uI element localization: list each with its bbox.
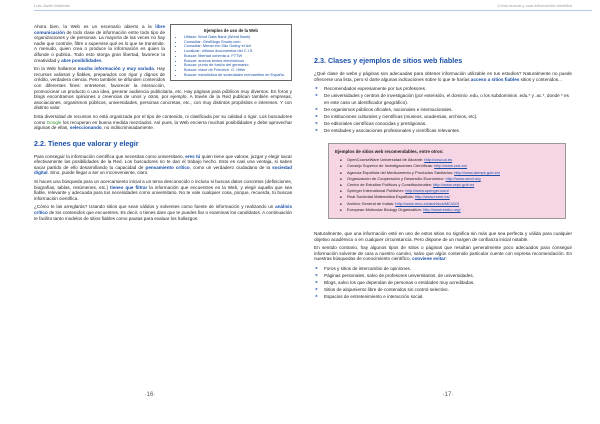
reliable-sites-list xyxy=(314,85,572,134)
list-item: ■ OpenCourseWare Universidad de Alicante: http://ocw.ua.es xyxy=(347,157,559,163)
list-item: ■ Consejo Superior de Investigaciones Científicas: http://www.csic.es/ xyxy=(347,163,559,169)
recommended-sites-list xyxy=(335,157,559,213)
section-title: 2.3. Clases y ejemplos de sitios web fiables xyxy=(314,56,463,65)
list-item: ► Espacios de entretenimiento e interacción social. xyxy=(324,293,572,300)
recommended-sites-title: Ejemplos de sitios web recomendables, entre otros: xyxy=(335,149,444,155)
site-link[interactable]: http://www.embo.org/ xyxy=(423,206,461,212)
top-spacer xyxy=(314,0,572,48)
list-item: ► De entidades y asociaciones profesionales y científicas relevantes. xyxy=(324,127,572,134)
web-uses-item: • Buscar: punto de fusión del germanio. xyxy=(184,63,287,68)
highlight: acceso a sitios fiables xyxy=(470,76,520,82)
highlight: tienes que filtrar xyxy=(110,184,148,190)
running-header-right: Cómo buscar y usar información científica xyxy=(497,3,572,8)
highlight: eres tú xyxy=(185,153,201,159)
list-item: ► De instituciones culturales y científicas (museos, academias, archivos, etc). xyxy=(324,113,572,120)
page-number-right: · 17 · xyxy=(438,392,458,398)
list-item: ■ European Molecular Biology Organization: http://www.embo.org/ xyxy=(347,207,559,213)
paragraph: En sentido contrario, hay algunos tipos de sitios o páginas que resultan generalmente poco adecuados para conseguir información solvente de cara a nuestro camino, salvo que algún contenido particular cuente con expresa recomendación. En nuestras búsquedas de conocimiento científico, conviene evitar: xyxy=(314,245,572,262)
paragraph: ¿Qué clase de webs y páginas son adecuadas para obtener información utilizable en tus estudios? Naturalmente no puede ofrecerse una lista, pero sí darte algunas indicaciones sobre lo que te harías acceso a sitios fiables sitios y contenidos... xyxy=(314,71,572,82)
page-number-left: · 16 · xyxy=(140,392,160,398)
list-item: ■ Real Sociedad Matemática Española: http://www.rsme.es/ xyxy=(347,194,559,200)
list-item: ■ Organización de Cooperación y Desarrollo Económico: http://www.oecd.org xyxy=(347,176,559,182)
paragraph: Para conseguir la información científica que necesitas como universitario, eres tú quien tiene que valorar, juzgar y elegir sacar efectivamente las posibilidades de la Red. Los buscadores no te dan el trabajo hecho. Esto es casi una ventaja, si sabes sacar partido de ello desarrollando tu capacidad de pensamiento crítico, como un verdadero ciudadano de la sociedad digital. Sino, puede llegar a ser un inconveniente, claro. xyxy=(34,153,292,176)
avoid-sites-list xyxy=(314,265,572,300)
running-header-left: Luis Javier Martínez xyxy=(34,3,70,8)
site-link[interactable]: http://www.oecd.org xyxy=(445,175,481,181)
highlight: análisis crítico xyxy=(34,204,292,216)
header-rule-right xyxy=(314,10,572,11)
highlight: sociedad digital xyxy=(34,164,292,176)
paragraph: ¿Cómo te las arreglarás? Usando sitios que sean válidos y solventes como fuente de información y realizando un análisis crítico de los contenidos que encuentres. Es decir, o tienes dare que te puedes fiar o examinas los candidatos. A continuación te facilito tanto modelos de sitios fiables como pautas para evaluar los hallazgos. xyxy=(34,204,292,221)
web-uses-box-title: Ejemplos de uso de la Web xyxy=(204,28,258,33)
section-title: 2.2. Tienes que valorar y elegir xyxy=(34,138,139,148)
list-item: ■ Centro de Estudios Políticos y Constitucionales: http://www.cepc.gob.es xyxy=(347,182,559,188)
highlight: conviene evitar xyxy=(412,256,446,262)
highlight: libre comunicación xyxy=(34,24,165,35)
web-uses-box xyxy=(170,24,292,81)
top-spacer xyxy=(34,0,292,24)
web-uses-item: • Consultar: Moran em São Galloy et Axl xyxy=(184,44,287,49)
list-item: ► Sitios de alojamiento libre de contenidos sin control selectivo. xyxy=(324,286,572,293)
list-item: ■ Agencia Española del Medicamento y Productos Sanitarios: http://www.aemps.gob.es/ xyxy=(347,170,559,176)
web-uses-item: • Utilizar: Word Data Bank (World Bank) xyxy=(184,35,287,40)
web-uses-list xyxy=(175,35,287,77)
recommended-sites-box xyxy=(328,143,566,219)
web-uses-item: • Localizar: últimos documentos del C.I.S. xyxy=(184,49,287,54)
site-link[interactable]: http://www.csic.es/ xyxy=(434,163,468,169)
web-uses-item: • Buscar: libertad ochenta a. FTTW xyxy=(184,54,287,59)
highlight: seleccionando xyxy=(69,125,102,131)
highlight: pensamiento crítico xyxy=(145,164,190,170)
web-uses-item: • Buscar: estadística de sociedades mercantiles en España. xyxy=(184,73,287,78)
paragraph: Ahora bien, la Web es un escenario abierto a la libre comunicación de todo clase de información entre todo tipo de organizaciones y de personas. La mayoría de las veces no hay nadie que controle, filtre o supervise qué es lo que se transmite. A menudo, quien crea o produce la información es quien la difunde o publica. Todo esto otorga gran libertad, favorece la creatividad y abre posibilidades. xyxy=(34,24,165,63)
list-item: ► De universidades y centros de investigación (por extensión, el dominio .edu, o los subdominios .edu.* y .ac.*, donde * es en este caso un identificador geográfico). xyxy=(324,92,572,106)
list-item: ► Foros y sitios de intercambio de opiniones. xyxy=(324,265,572,272)
paragraph: Esta diversidad de recursos no está organizada por el tipo de contenido, ni clasificada por su calidad o rigor. Los buscadores como Google los recuperan en buena medida mezclados. Así pues, la Web encierra muchas posibilidades y debe aprovechar algunas de ellas, seleccionando, no indiscriminadamente. xyxy=(34,113,292,131)
site-link[interactable]: http://www.cepc.gob.es xyxy=(433,182,475,187)
site-link[interactable]: http://ocw.ua.es xyxy=(424,157,453,163)
site-link[interactable]: http://www.aemps.gob.es/ xyxy=(454,169,500,175)
list-item: ► De editoriales científicas conocidas y prestigiosas. xyxy=(324,120,572,127)
right-page xyxy=(300,0,600,424)
list-item: ► Blogs, salvo los que dependan de personas o entidades muy acreditadas. xyxy=(324,279,572,286)
highlight: mucha información y muy variada xyxy=(77,66,154,72)
paragraph: En la Web hallamos mucha información y muy variada. Hay recursos valiosos y fiables, preparados con rigor y dignos de crédito, verdadera ciencia. Pero también se difunden contenidos con diferentes fines: entretener, favorecer la interacción, promocionar un producto o una idea, generar audiencia publicitaria, etc. Hay páginas para públicos muy diversos. En foros y blogs encontramos opiniones o creencias de unos y otros, por ejemplo. A través de la Red publican también empresas, asociaciones, organismos públicos, universidades, personas concretas, etc., con muy distintos propósitos e intereses. Y con distinto valor. xyxy=(34,66,292,111)
list-item: ■ Archivo General de Indias: http://www.mcu.es/archivos/MC/AGI xyxy=(347,201,559,207)
site-link[interactable]: http://www.springer.com/ xyxy=(405,188,449,194)
paragraph: Naturalmente, que una información esté en uno de estos sitios no significa sin más que sea perfecta y válida para cualquier objetivo académico o en cualquier circunstancia. Pero dispone de un margen de confianza inicial notable. xyxy=(314,231,572,242)
web-uses-item: • Buscar: anexos textos electrónicos xyxy=(184,59,287,64)
list-item: ■ Springer International Publisher: http://www.springer.com/ xyxy=(347,188,559,194)
list-item: ► De organismos públicos oficiales, nacionales e internacionales. xyxy=(324,106,572,113)
paragraph: Si haces una búsqueda para un acercamiento inicial a un tema desconocido o incluso si buscas datos concretos (definiciones, biografías, tablas, resúmenes, etc.) tienes que filtrar la información que encuentres en la Web, y elegir aquella que sea fiable, relevante y adecuada para tus necesidades como universitario. No te vale cualquier cosa, porque, recuerda, tú buscas información científica. xyxy=(34,179,292,201)
list-item: ► Recomendados expresamente por tus profesores. xyxy=(324,85,572,92)
site-link[interactable]: http://www.mcu.es/archivos/MC/AGI xyxy=(395,200,460,206)
web-uses-item: • Consultar: GeoBlogs Smuts.com xyxy=(184,40,287,45)
site-link[interactable]: http://www.rsme.es/ xyxy=(414,194,450,200)
highlight: abre posibilidades xyxy=(61,57,102,63)
web-uses-item: • Buscar: clave de Friedrich. G. Hitler xyxy=(184,68,287,73)
google-mention: Google xyxy=(46,119,62,125)
list-item: ► Páginas personales, salvo de profesores universitarios, de universidades. xyxy=(324,272,572,279)
